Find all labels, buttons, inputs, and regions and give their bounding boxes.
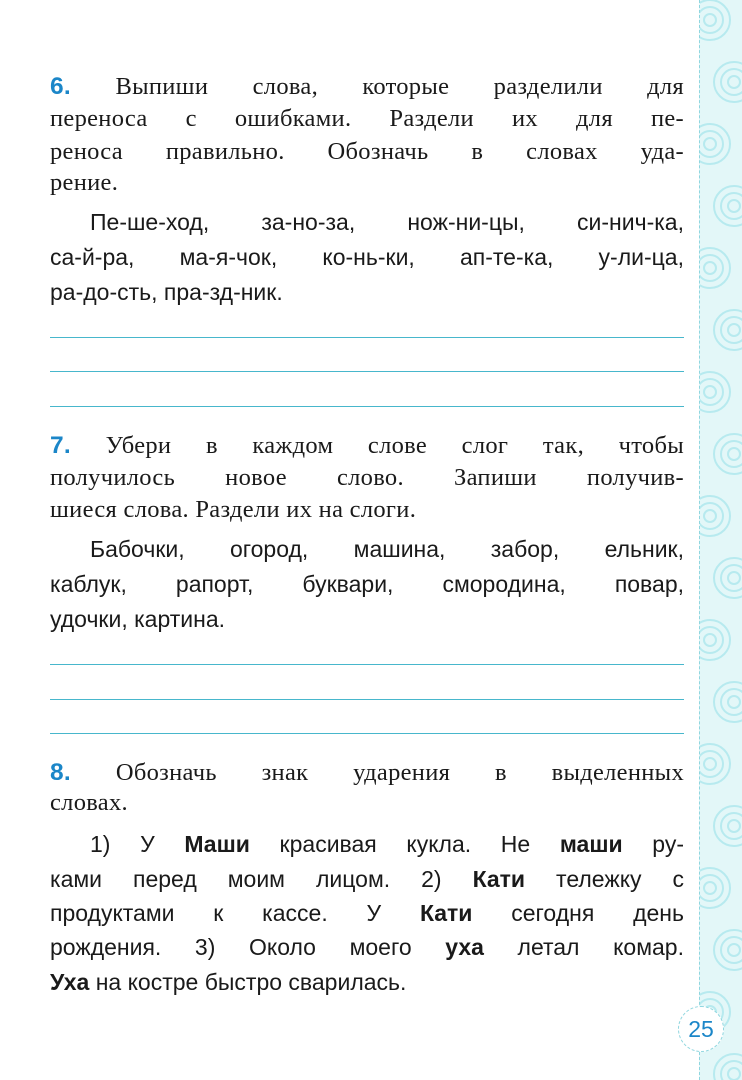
text-segment: тележку с [525, 866, 685, 892]
task-8-text-line [50, 969, 684, 996]
answer-writing-line[interactable] [50, 664, 684, 665]
task-6-instruction-line [50, 105, 684, 133]
instruction-text: переноса с ошибками. Раздели их для пе- [50, 105, 684, 132]
text-segment: продуктами к кассе. У [50, 900, 420, 926]
task-6-text-line [50, 244, 684, 271]
text-segment: рождения. 3) Около моего [50, 934, 446, 960]
task-7-text-line [50, 571, 684, 598]
answer-writing-line[interactable] [50, 699, 684, 700]
instruction-text: получилось новое слово. Запиши получив- [50, 464, 684, 491]
task-6-text-line [50, 279, 684, 306]
answer-writing-line[interactable] [50, 337, 684, 338]
instruction-text: рение. [50, 169, 119, 196]
text-segment: ру- [622, 831, 684, 857]
task-7-instruction-line [50, 432, 684, 460]
text-segment: сегодня день [472, 900, 684, 926]
text-segment: Пе-ше-ход, за-но-за, нож-ни-цы, си-нич-ка, [90, 209, 684, 235]
task-number: 7. [50, 432, 72, 459]
task-8-text-line [50, 831, 684, 858]
highlighted-word: маши [559, 831, 623, 857]
task-6-text-line [50, 209, 684, 236]
task-6-instruction-line [50, 138, 684, 166]
answer-writing-line[interactable] [50, 406, 684, 407]
instruction-text: шиеся слова. Раздели их на слоги. [50, 496, 417, 523]
answer-writing-line[interactable] [50, 733, 684, 734]
task-7-text-line [50, 606, 684, 633]
task-number: 8. [50, 759, 72, 786]
task-7-instruction-line [50, 464, 684, 492]
highlighted-word: Уха [50, 969, 90, 995]
text-segment: ками перед моим лицом. 2) [50, 866, 473, 892]
task-8-instruction-line [50, 789, 684, 817]
highlighted-word: уха [445, 934, 484, 960]
decorative-border-strip [699, 0, 742, 1080]
text-segment: са-й-ра, ма-я-чок, ко-нь-ки, ап-те-ка, у-ли-ца, [50, 244, 684, 270]
text-segment: каблук, рапорт, буквари, смородина, повар, [50, 571, 684, 597]
task-number: 6. [50, 73, 72, 100]
task-6-instruction-line [50, 169, 684, 197]
highlighted-word: Кати [419, 900, 473, 926]
text-segment: 1) У [90, 831, 185, 857]
task-8-instruction-line [50, 759, 684, 787]
task-8-text-line [50, 900, 684, 927]
text-segment: на костре быстро сварилась. [89, 969, 407, 995]
instruction-text: Обозначь знак ударения в выделенных [115, 759, 684, 786]
text-segment: ра-до-сть, пра-зд-ник. [50, 279, 283, 305]
instruction-text: словах. [50, 789, 128, 816]
task-8-text-line [50, 866, 684, 893]
task-7-text-line [50, 536, 684, 563]
task-7-instruction-line [50, 496, 684, 524]
task-8-text-line [50, 934, 684, 961]
instruction-text: Выпиши слова, которые разделили для [115, 73, 684, 100]
swirl-pattern-icon [700, 0, 742, 1080]
page-number: 25 [678, 1006, 724, 1052]
text-segment: красивая кукла. Не [249, 831, 560, 857]
text-segment: Бабочки, огород, машина, забор, ельник, [90, 536, 684, 562]
answer-writing-line[interactable] [50, 371, 684, 372]
highlighted-word: Маши [184, 831, 250, 857]
highlighted-word: Кати [472, 866, 526, 892]
instruction-text: реноса правильно. Обозначь в словах уда- [50, 138, 684, 165]
task-6-instruction-line [50, 73, 684, 101]
text-segment: летал комар. [483, 934, 684, 960]
text-segment: удочки, картина. [50, 606, 226, 632]
instruction-text: Убери в каждом слове слог так, чтобы [105, 432, 684, 459]
